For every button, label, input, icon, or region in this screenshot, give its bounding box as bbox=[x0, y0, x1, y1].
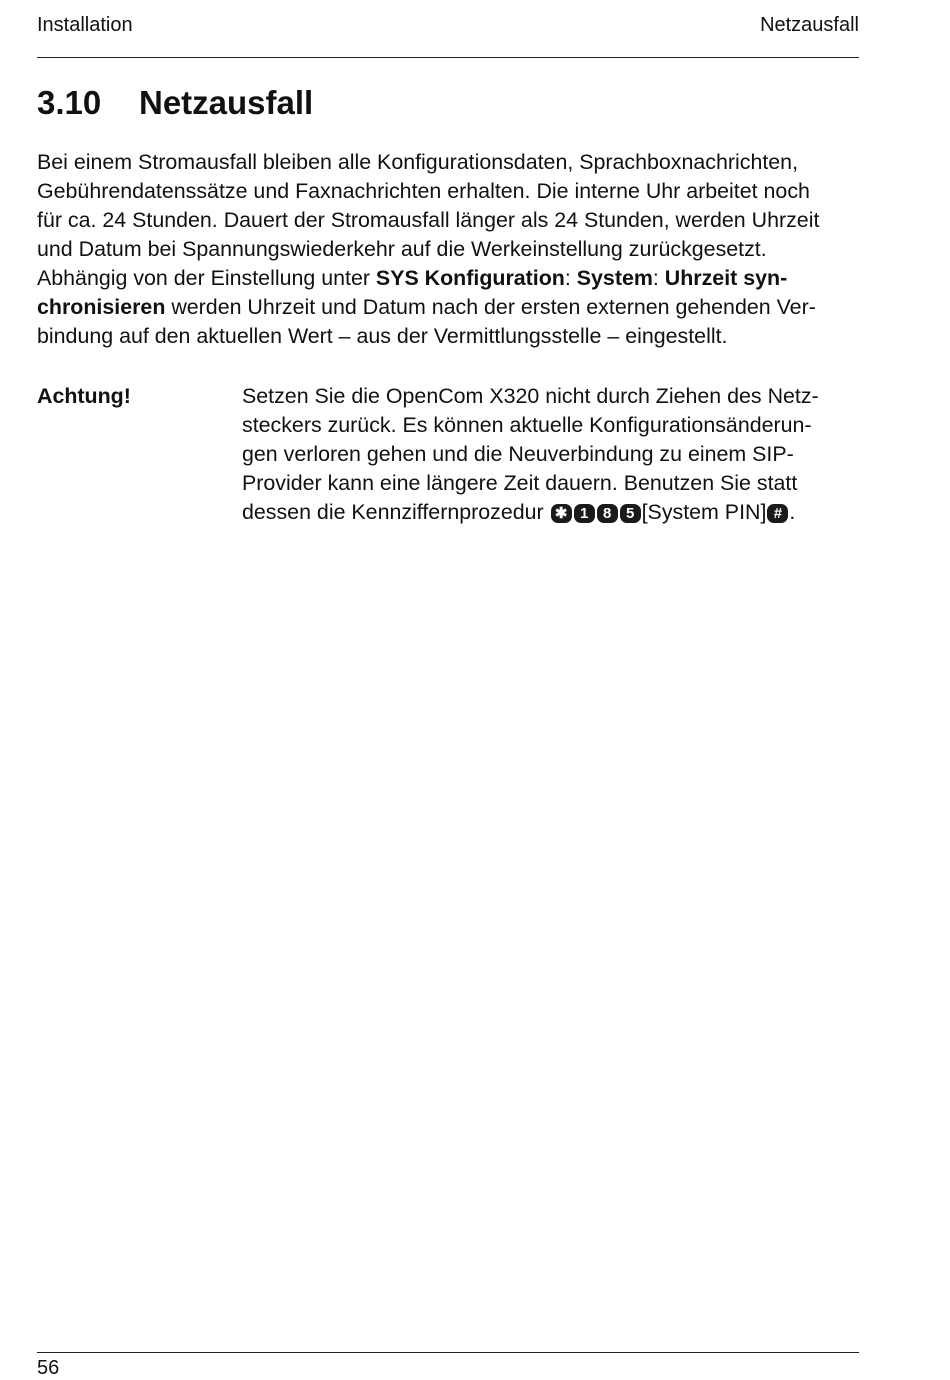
menu-path-sys-konfiguration: SYS Konfiguration bbox=[375, 266, 565, 290]
section-heading bbox=[37, 84, 313, 122]
system-pin-placeholder: [System PIN] bbox=[641, 500, 767, 524]
paragraph-line: Gebührendatenssätze und Faxnachrichten erhalten. Die interne Uhr arbeitet noch bbox=[37, 179, 810, 203]
running-header bbox=[37, 14, 859, 44]
paragraph-text: Abhängig von der Einstellung unter bbox=[37, 266, 376, 290]
digit-1-key-icon: 1 bbox=[574, 504, 595, 523]
menu-separator: : bbox=[564, 266, 577, 290]
warning-line: gen verloren gehen und die Neuverbindung zu einem SIP- bbox=[242, 442, 794, 466]
body-paragraph bbox=[37, 148, 859, 351]
menu-path-uhrzeit-part2: chronisieren bbox=[37, 295, 166, 319]
digit-5-key-icon: 5 bbox=[620, 504, 641, 523]
paragraph-line bbox=[37, 264, 859, 293]
warning-label: Achtung! bbox=[37, 384, 131, 408]
section-number: 3.10 bbox=[37, 84, 102, 121]
sentence-end: . bbox=[789, 500, 796, 524]
star-key-icon: ✱ bbox=[551, 504, 572, 523]
header-divider bbox=[37, 57, 859, 58]
footer-divider bbox=[37, 1352, 859, 1353]
menu-path-uhrzeit-part1: Uhrzeit syn- bbox=[664, 266, 788, 290]
paragraph-line: und Datum bei Spannungswiederkehr auf die Werkeinstellung zurückgesetzt. bbox=[37, 237, 767, 261]
digit-8-key-icon: 8 bbox=[597, 504, 618, 523]
warning-line: Provider kann eine längere Zeit dauern. Benutzen Sie statt bbox=[242, 471, 798, 495]
warning-line bbox=[242, 498, 859, 527]
paragraph-text: werden Uhrzeit und Datum nach der ersten externen gehenden Ver- bbox=[165, 295, 816, 319]
paragraph-line bbox=[37, 293, 859, 322]
warning-line: steckers zurück. Es können aktuelle Konfigurationsänderun- bbox=[242, 413, 812, 437]
hash-key-icon: # bbox=[767, 504, 788, 523]
header-chapter: Installation bbox=[37, 14, 133, 36]
warning-text bbox=[242, 382, 859, 527]
section-title: Netzausfall bbox=[139, 84, 314, 121]
paragraph-line: bindung auf den aktuellen Wert – aus der Vermittlungsstelle – eingestellt. bbox=[37, 324, 728, 348]
header-section: Netzausfall bbox=[760, 14, 859, 36]
page-number: 56 bbox=[37, 1357, 60, 1379]
menu-separator: : bbox=[652, 266, 665, 290]
warning-line: Setzen Sie die OpenCom X320 nicht durch Ziehen des Netz- bbox=[242, 384, 819, 408]
paragraph-line: Bei einem Stromausfall bleiben alle Konfigurationsdaten, Sprachboxnachrichten, bbox=[37, 150, 799, 174]
paragraph-line: für ca. 24 Stunden. Dauert der Stromausfall länger als 24 Stunden, werden Uhrzeit bbox=[37, 208, 820, 232]
menu-path-system: System bbox=[576, 266, 653, 290]
warning-text-part: dessen die Kennziffernprozedur bbox=[242, 500, 550, 524]
